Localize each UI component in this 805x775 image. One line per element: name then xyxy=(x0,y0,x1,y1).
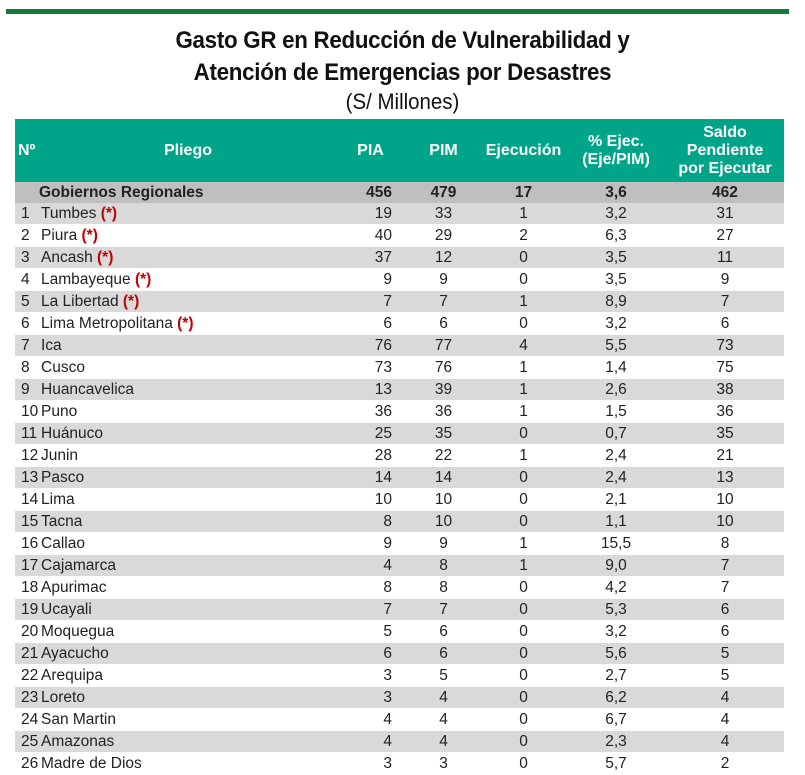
row-number: 1 xyxy=(15,203,41,225)
row-number: 2 xyxy=(15,225,41,247)
row-ejecucion: 1 xyxy=(481,357,566,379)
row-saldo: 7 xyxy=(666,555,784,577)
row-number: 22 xyxy=(15,665,41,687)
row-pct: 5,7 xyxy=(566,753,666,775)
row-pct: 2,4 xyxy=(566,445,666,467)
col-header-pct-line2: (Eje/PIM) xyxy=(582,150,650,168)
pliego-name: Huánuco xyxy=(41,425,104,442)
table-row xyxy=(15,357,784,379)
row-ejecucion: 1 xyxy=(481,401,566,423)
row-saldo: 35 xyxy=(666,423,784,445)
row-ejecucion: 0 xyxy=(481,731,566,753)
row-pct: 2,6 xyxy=(566,379,666,401)
pliego-name: Piura xyxy=(41,227,78,244)
row-pia: 40 xyxy=(335,225,406,247)
table-row xyxy=(15,511,784,533)
col-header-pct-ejec xyxy=(566,119,666,182)
row-number: 26 xyxy=(15,753,41,775)
row-pim: 10 xyxy=(406,489,481,511)
row-pia: 13 xyxy=(335,379,406,401)
row-saldo: 8 xyxy=(666,533,784,555)
row-number: 20 xyxy=(15,621,41,643)
row-pliego xyxy=(41,555,335,577)
row-pim: 12 xyxy=(406,247,481,269)
col-header-pim: PIM xyxy=(406,119,481,182)
row-pliego xyxy=(41,731,335,753)
row-pct: 3,2 xyxy=(566,621,666,643)
row-saldo: 10 xyxy=(666,511,784,533)
summary-ejecucion: 17 xyxy=(481,182,566,203)
top-accent-bar xyxy=(6,9,789,14)
pliego-name: Ucayali xyxy=(41,601,92,618)
row-pliego xyxy=(41,291,335,313)
row-pia: 6 xyxy=(335,313,406,335)
row-pia: 9 xyxy=(335,533,406,555)
page-subtitle: (S/ Millones) xyxy=(345,89,460,114)
row-number: 6 xyxy=(15,313,41,335)
row-pct: 3,2 xyxy=(566,313,666,335)
row-number: 7 xyxy=(15,335,41,357)
table-row xyxy=(15,687,784,709)
row-ejecucion: 4 xyxy=(481,335,566,357)
row-pia: 37 xyxy=(335,247,406,269)
row-pim: 36 xyxy=(406,401,481,423)
row-pim: 4 xyxy=(406,687,481,709)
row-saldo: 6 xyxy=(666,621,784,643)
col-header-no: Nº xyxy=(15,119,41,182)
row-number: 24 xyxy=(15,709,41,731)
pliego-name: La Libertad xyxy=(41,293,119,310)
row-pia: 36 xyxy=(335,401,406,423)
pliego-name: Callao xyxy=(41,535,85,552)
table-row xyxy=(15,599,784,621)
row-pct: 2,3 xyxy=(566,731,666,753)
row-number: 15 xyxy=(15,511,41,533)
table-row xyxy=(15,489,784,511)
row-pia: 8 xyxy=(335,577,406,599)
page-title-line1: Gasto GR en Reducción de Vulnerabilidad y xyxy=(175,27,630,54)
row-pia: 3 xyxy=(335,665,406,687)
row-pia: 9 xyxy=(335,269,406,291)
pliego-name: Tumbes xyxy=(41,205,97,222)
col-header-pia: PIA xyxy=(335,119,406,182)
row-pia: 14 xyxy=(335,467,406,489)
row-number: 4 xyxy=(15,269,41,291)
row-pliego xyxy=(41,577,335,599)
col-header-saldo-line3: por Ejecutar xyxy=(678,159,772,177)
row-number: 14 xyxy=(15,489,41,511)
row-ejecucion: 0 xyxy=(481,687,566,709)
table-row xyxy=(15,401,784,423)
row-ejecucion: 0 xyxy=(481,709,566,731)
table-row xyxy=(15,335,784,357)
row-ejecucion: 0 xyxy=(481,489,566,511)
table-row xyxy=(15,709,784,731)
footnote-marker: (*) xyxy=(177,315,194,332)
row-ejecucion: 0 xyxy=(481,467,566,489)
table-row xyxy=(15,269,784,291)
row-ejecucion: 0 xyxy=(481,269,566,291)
row-pct: 3,5 xyxy=(566,247,666,269)
row-pia: 76 xyxy=(335,335,406,357)
row-ejecucion: 1 xyxy=(481,203,566,225)
row-number: 25 xyxy=(15,731,41,753)
row-pct: 2,7 xyxy=(566,665,666,687)
table-row xyxy=(15,533,784,555)
pliego-name: Apurimac xyxy=(41,579,107,596)
row-pia: 7 xyxy=(335,599,406,621)
row-number: 16 xyxy=(15,533,41,555)
table-row xyxy=(15,423,784,445)
table-row xyxy=(15,379,784,401)
table-row xyxy=(15,203,784,225)
table-row xyxy=(15,313,784,335)
row-pct: 1,1 xyxy=(566,511,666,533)
table-row xyxy=(15,577,784,599)
row-saldo: 7 xyxy=(666,291,784,313)
row-pliego xyxy=(41,313,335,335)
row-pim: 9 xyxy=(406,269,481,291)
row-pim: 22 xyxy=(406,445,481,467)
row-pim: 10 xyxy=(406,511,481,533)
row-saldo: 9 xyxy=(666,269,784,291)
row-number: 8 xyxy=(15,357,41,379)
row-pia: 10 xyxy=(335,489,406,511)
row-saldo: 27 xyxy=(666,225,784,247)
row-pliego xyxy=(41,445,335,467)
pliego-name: Ayacucho xyxy=(41,645,109,662)
table-row xyxy=(15,247,784,269)
row-pliego xyxy=(41,423,335,445)
summary-pct: 3,6 xyxy=(566,182,666,203)
row-number: 17 xyxy=(15,555,41,577)
row-number: 19 xyxy=(15,599,41,621)
pliego-name: Madre de Dios xyxy=(41,755,142,772)
summary-pim: 479 xyxy=(406,182,481,203)
row-pct: 1,5 xyxy=(566,401,666,423)
row-saldo: 5 xyxy=(666,665,784,687)
row-pia: 3 xyxy=(335,753,406,775)
row-saldo: 7 xyxy=(666,577,784,599)
row-pim: 29 xyxy=(406,225,481,247)
row-pim: 4 xyxy=(406,731,481,753)
row-pim: 76 xyxy=(406,357,481,379)
pliego-name: Lambayeque xyxy=(41,271,131,288)
row-pliego xyxy=(41,335,335,357)
row-pia: 25 xyxy=(335,423,406,445)
col-header-saldo-line2: Pendiente xyxy=(686,141,764,159)
row-saldo: 13 xyxy=(666,467,784,489)
row-pct: 4,2 xyxy=(566,577,666,599)
row-pim: 7 xyxy=(406,599,481,621)
row-pim: 5 xyxy=(406,665,481,687)
table-row xyxy=(15,621,784,643)
row-pliego xyxy=(41,225,335,247)
pliego-name: Puno xyxy=(41,403,78,420)
pliego-name: Amazonas xyxy=(41,733,115,750)
row-pia: 7 xyxy=(335,291,406,313)
row-pia: 5 xyxy=(335,621,406,643)
row-number: 3 xyxy=(15,247,41,269)
row-ejecucion: 2 xyxy=(481,225,566,247)
row-ejecucion: 0 xyxy=(481,643,566,665)
row-number: 12 xyxy=(15,445,41,467)
row-pct: 5,6 xyxy=(566,643,666,665)
row-ejecucion: 0 xyxy=(481,577,566,599)
col-header-saldo xyxy=(666,119,784,182)
pliego-name: Arequipa xyxy=(41,667,104,684)
row-saldo: 38 xyxy=(666,379,784,401)
table-header-row xyxy=(15,119,784,182)
pliego-name: Huancavelica xyxy=(41,381,135,398)
row-saldo: 73 xyxy=(666,335,784,357)
pliego-name: Moquegua xyxy=(41,623,115,640)
row-number: 21 xyxy=(15,643,41,665)
row-ejecucion: 1 xyxy=(481,445,566,467)
row-pct: 5,5 xyxy=(566,335,666,357)
row-ejecucion: 1 xyxy=(481,533,566,555)
row-pliego xyxy=(41,379,335,401)
row-pliego xyxy=(41,401,335,423)
col-header-saldo-line1: Saldo xyxy=(703,123,747,141)
summary-row xyxy=(15,182,784,203)
row-number: 13 xyxy=(15,467,41,489)
row-pliego xyxy=(41,687,335,709)
row-pct: 15,5 xyxy=(566,533,666,555)
summary-label: Gobiernos Regionales xyxy=(15,182,335,203)
row-pct: 3,2 xyxy=(566,203,666,225)
col-header-ejecucion: Ejecución xyxy=(481,119,566,182)
row-saldo: 4 xyxy=(666,709,784,731)
table-row xyxy=(15,225,784,247)
row-pim: 8 xyxy=(406,577,481,599)
row-saldo: 11 xyxy=(666,247,784,269)
row-pct: 5,3 xyxy=(566,599,666,621)
footnote-marker: (*) xyxy=(100,205,118,222)
row-pliego xyxy=(41,665,335,687)
row-pim: 4 xyxy=(406,709,481,731)
row-ejecucion: 1 xyxy=(481,555,566,577)
page-title-line2: Atención de Emergencias por Desastres xyxy=(193,59,612,86)
summary-saldo: 462 xyxy=(666,182,784,203)
row-number: 11 xyxy=(15,423,41,445)
row-pia: 28 xyxy=(335,445,406,467)
pliego-name: Ancash xyxy=(41,249,93,266)
row-pliego xyxy=(41,709,335,731)
row-ejecucion: 0 xyxy=(481,247,566,269)
footnote-marker: (*) xyxy=(97,249,114,266)
row-pct: 6,7 xyxy=(566,709,666,731)
row-pct: 2,1 xyxy=(566,489,666,511)
row-ejecucion: 0 xyxy=(481,753,566,775)
row-pia: 4 xyxy=(335,555,406,577)
row-ejecucion: 0 xyxy=(481,665,566,687)
table-row xyxy=(15,467,784,489)
row-saldo: 4 xyxy=(666,687,784,709)
row-pct: 6,3 xyxy=(566,225,666,247)
row-pim: 7 xyxy=(406,291,481,313)
row-ejecucion: 1 xyxy=(481,291,566,313)
pliego-name: Lima Metropolitana xyxy=(41,315,173,332)
row-saldo: 21 xyxy=(666,445,784,467)
row-pct: 6,2 xyxy=(566,687,666,709)
row-saldo: 6 xyxy=(666,599,784,621)
row-pct: 1,4 xyxy=(566,357,666,379)
row-pia: 8 xyxy=(335,511,406,533)
row-pim: 9 xyxy=(406,533,481,555)
row-number: 5 xyxy=(15,291,41,313)
row-pim: 77 xyxy=(406,335,481,357)
row-pliego xyxy=(41,269,335,291)
row-pliego xyxy=(41,467,335,489)
row-saldo: 36 xyxy=(666,401,784,423)
summary-pia: 456 xyxy=(335,182,406,203)
col-header-pct-line1: % Ejec. xyxy=(587,132,645,150)
table-row xyxy=(15,291,784,313)
row-pct: 2,4 xyxy=(566,467,666,489)
table-row xyxy=(15,731,784,753)
footnote-marker: (*) xyxy=(81,227,98,244)
row-pct: 0,7 xyxy=(566,423,666,445)
row-saldo: 75 xyxy=(666,357,784,379)
table-row xyxy=(15,555,784,577)
row-number: 18 xyxy=(15,577,41,599)
row-pia: 3 xyxy=(335,687,406,709)
row-pia: 4 xyxy=(335,731,406,753)
row-pim: 6 xyxy=(406,621,481,643)
row-pct: 3,5 xyxy=(566,269,666,291)
footnote-marker: (*) xyxy=(134,271,152,288)
row-pliego xyxy=(41,489,335,511)
row-pim: 14 xyxy=(406,467,481,489)
row-ejecucion: 0 xyxy=(481,423,566,445)
spending-table xyxy=(15,119,784,775)
row-saldo: 4 xyxy=(666,731,784,753)
row-pia: 73 xyxy=(335,357,406,379)
row-pia: 6 xyxy=(335,643,406,665)
table-row xyxy=(15,665,784,687)
row-saldo: 2 xyxy=(666,753,784,775)
row-pct: 8,9 xyxy=(566,291,666,313)
row-saldo: 31 xyxy=(666,203,784,225)
table-row xyxy=(15,643,784,665)
pliego-name: Loreto xyxy=(41,689,85,706)
row-pliego xyxy=(41,247,335,269)
pliego-name: Junin xyxy=(41,447,79,464)
row-pia: 4 xyxy=(335,709,406,731)
row-pim: 35 xyxy=(406,423,481,445)
row-ejecucion: 0 xyxy=(481,599,566,621)
row-number: 23 xyxy=(15,687,41,709)
pliego-name: Ica xyxy=(41,337,62,354)
row-pct: 9,0 xyxy=(566,555,666,577)
table-row xyxy=(15,445,784,467)
pliego-name: Pasco xyxy=(41,469,85,486)
row-pia: 19 xyxy=(335,203,406,225)
row-pim: 39 xyxy=(406,379,481,401)
row-pim: 6 xyxy=(406,313,481,335)
pliego-name: Tacna xyxy=(41,513,83,530)
row-pliego xyxy=(41,203,335,225)
row-pliego xyxy=(41,599,335,621)
row-number: 10 xyxy=(15,401,41,423)
row-pliego xyxy=(41,357,335,379)
row-pim: 6 xyxy=(406,643,481,665)
row-pim: 8 xyxy=(406,555,481,577)
row-pliego xyxy=(41,621,335,643)
row-ejecucion: 0 xyxy=(481,621,566,643)
col-header-pliego: Pliego xyxy=(41,119,335,182)
row-ejecucion: 0 xyxy=(481,313,566,335)
row-saldo: 5 xyxy=(666,643,784,665)
row-ejecucion: 1 xyxy=(481,379,566,401)
pliego-name: Cusco xyxy=(41,359,85,376)
footnote-marker: (*) xyxy=(122,293,140,310)
pliego-name: Lima xyxy=(41,491,75,508)
row-pliego xyxy=(41,643,335,665)
row-pliego xyxy=(41,511,335,533)
row-pim: 33 xyxy=(406,203,481,225)
row-saldo: 6 xyxy=(666,313,784,335)
row-ejecucion: 0 xyxy=(481,511,566,533)
row-pim: 3 xyxy=(406,753,481,775)
row-pliego xyxy=(41,533,335,555)
row-saldo: 10 xyxy=(666,489,784,511)
pliego-name: Cajamarca xyxy=(41,557,116,574)
pliego-name: San Martin xyxy=(41,711,116,728)
row-number: 9 xyxy=(15,379,41,401)
